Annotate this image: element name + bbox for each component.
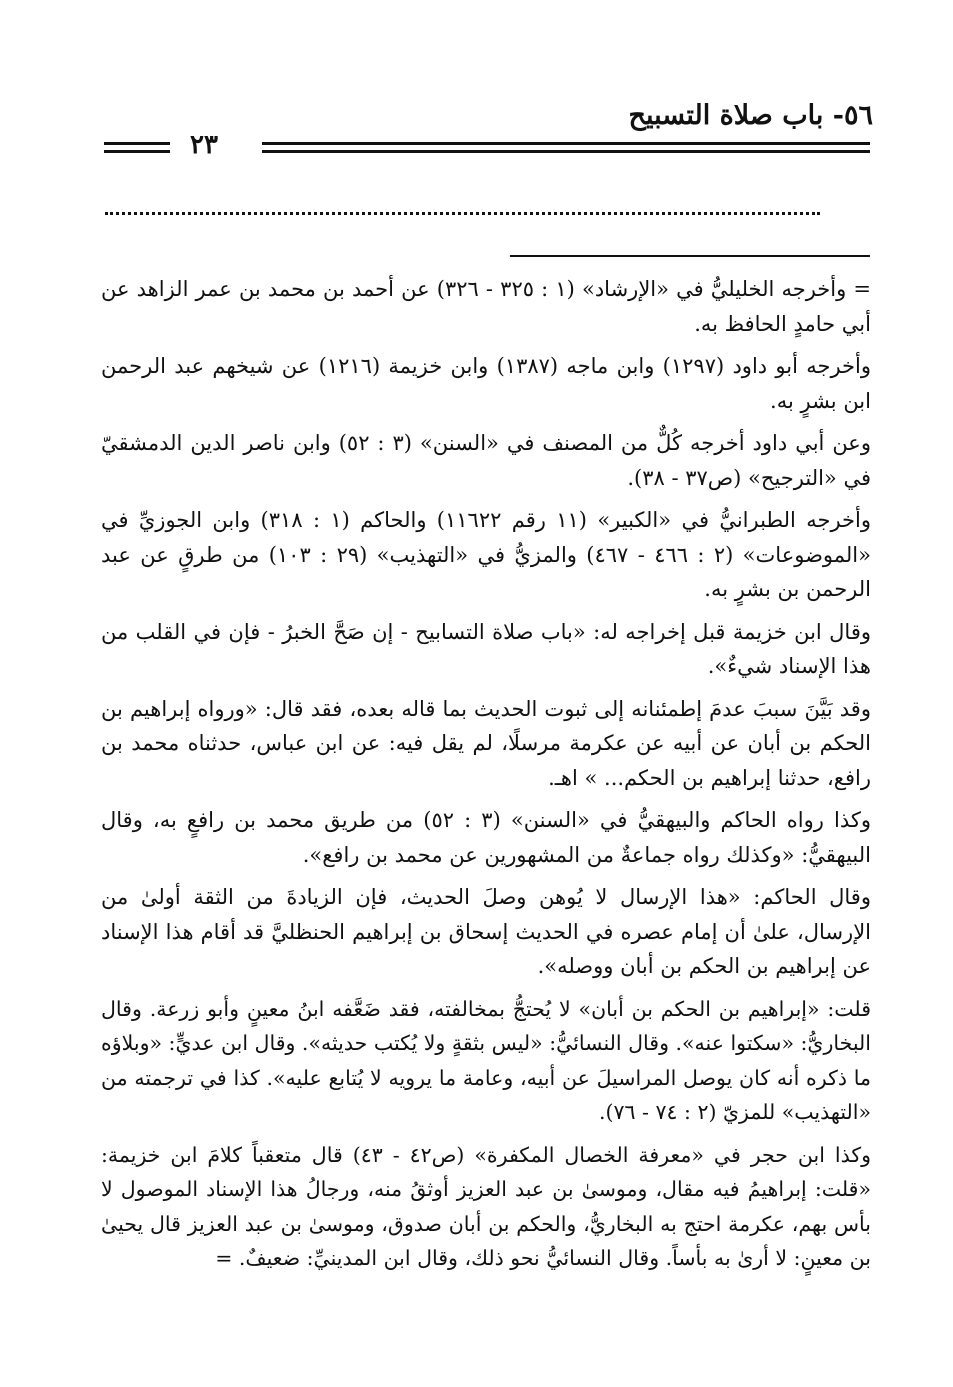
- header-rule-left-bottom: [104, 150, 170, 153]
- paragraph: قلت: «إبراهيم بن الحكم بن أبان» لا يُحتجُّ بمخالفته، فقد ضَعَّفه ابنُ معينٍ وأبو زرعة. وقال البخاريُّ: «سكتوا عنه». وقال النسائيُّ: «ليس بثقةٍ ولا يُكتب حديثه». وقال ابن عديٍّ: «وبلاؤه ما ذكره أنه كان يوصل المراسيلَ عن أبيه، وعامة ما يرويه لا يُتابع عليه». كذا في ترجمته من «التهذيب» للمزيّ (٢ : ٧٤ - ٧٦).: [101, 996, 871, 1124]
- paragraph: وقد بَيَّنَ سببَ عدمَ إطمئنانه إلى ثبوت الحديث بما قاله بعده، فقد قال: «ورواه إبراهيم بن الحكم بن أبان عن أبيه عن عكرمة مرسلًا، لم يقل فيه: عن ابن عباس، حدثناه محمد بن رافع، حدثنا إبراهيم بن الحكم... » اهـ.: [101, 696, 871, 790]
- paragraph: وأخرجه الطبرانيُّ في «الكبير» (١١ رقم ١١٦٢٢) والحاكم (١ : ٣١٨) وابن الجوزيِّ في «الموضوعات» (٢ : ٤٦٦ - ٤٦٧) والمزيُّ في «التهذيب» (٢٩ : ١٠٣) من طرقٍ عن عبد الرحمن بن بشرٍ به.: [101, 508, 871, 601]
- paragraph: وعن أبي داود أخرجه كُلٌّ من المصنف في «السنن» (٣ : ٥٢) وابن ناصر الدين الدمشقيّ في «الترجيح» (ص٣٧ - ٣٨).: [101, 431, 871, 490]
- header-rule-right-bottom: [262, 150, 870, 153]
- footnote-text: [101, 272, 871, 1284]
- paragraph: وكذا ابن حجر في «معرفة الخصال المكفرة» (ص٤٢ - ٤٣) قال متعقباً كلامَ ابن خزيمة: «قلت: إبراهيمُ فيه مقال، وموسىٰ بن عبد العزيز أوثقُ منه، ورجالُ هذا الإسناد الموصول لا بأس بهم، عكرمة احتج به البخاريُّ، والحكم بن أبان صدوق، وموسىٰ بن عبد العزيز قال يحيىٰ بن معينٍ: لا أرىٰ به بأساً. وقال النسائيُّ نحو ذلك، وقال ابن المدينيِّ: ضعيفٌ. =: [101, 1142, 871, 1270]
- paragraph: وقال ابن خزيمة قبل إخراجه له: «باب صلاة التسابيح - إن صَحَّ الخبرُ - فإن في القلب من هذا الإسناد شيءٌ».: [101, 619, 871, 678]
- paragraph: وقال الحاكم: «هذا الإرسال لا يُوهن وصلَ الحديث، فإن الزيادةَ من الثقة أولىٰ من الإرسال، علىٰ أن إمام عصره في الحديث إسحاق بن إبراهيم الحنظليَّ قد أقام هذا الإسناد عن إبراهيم بن الحكم بن أبان ووصله».: [101, 885, 871, 978]
- header-rule-right-top: [262, 142, 870, 145]
- chapter-title: ٥٦- باب صلاة التسبيح: [628, 100, 873, 131]
- dotted-separator: [105, 212, 820, 215]
- paragraph: = وأخرجه الخليليُّ في «الإرشاد» (١ : ٣٢٥ - ٣٢٦) عن أحمد بن محمد بن عمر الزاهد عن أبي حامدٍ الحافظ به.: [101, 277, 871, 336]
- footnote-separator: [510, 255, 870, 257]
- page-number: ٢٣: [190, 130, 218, 160]
- paragraph: وأخرجه أبو داود (١٢٩٧) وابن ماجه (١٣٨٧) وابن خزيمة (١٢١٦) عن شيخهم عبد الرحمن ابن بشرٍ به.: [101, 354, 872, 413]
- header-rule-left-top: [104, 142, 170, 145]
- paragraph: وكذا رواه الحاكم والبيهقيُّ في «السنن» (٣ : ٥٢) من طريق محمد بن رافعٍ به، وقال البيهقيُّ: «وكذلك رواه جماعةٌ من المشهورين عن محمد بن رافع».: [101, 808, 871, 867]
